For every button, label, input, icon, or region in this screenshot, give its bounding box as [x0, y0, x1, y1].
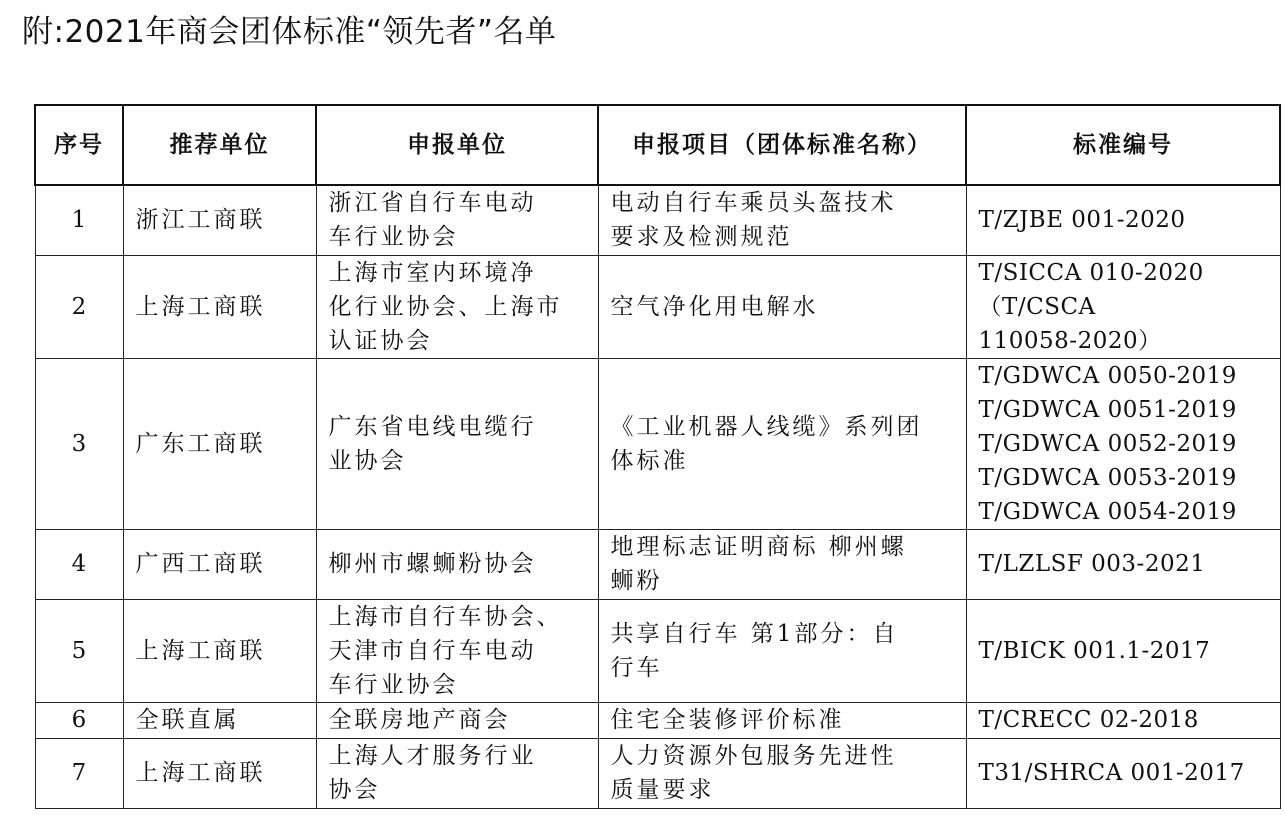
- cell-project: [598, 358, 966, 529]
- cell-line: 上海市室内环境净: [328, 259, 537, 286]
- cell-applicant: [316, 738, 598, 808]
- cell-applicant: [316, 255, 598, 358]
- cell-line: 全联房地产商会: [328, 707, 511, 733]
- cell-applicant: [316, 529, 598, 599]
- cell-line: T/SICCA 010-2020: [978, 259, 1204, 286]
- cell-no: 6: [35, 702, 123, 738]
- cell-code: [966, 738, 1280, 808]
- cell-line: 《工业机器人线缆》系列团: [610, 413, 923, 440]
- cell-line: 地理标志证明商标 柳州螺: [610, 534, 907, 560]
- cell-recommender: 上海工商联: [123, 599, 316, 702]
- cell-no: 1: [35, 185, 123, 255]
- cell-code: [966, 599, 1280, 702]
- table-row: [35, 255, 1280, 358]
- cell-line: 要求及检测规范: [610, 224, 793, 251]
- cell-line: 体标准: [610, 447, 689, 474]
- cell-code: [966, 255, 1280, 358]
- cell-line: 蛳粉: [610, 568, 663, 594]
- cell-line: 110058-2020）: [978, 327, 1162, 354]
- cell-project: [598, 185, 966, 255]
- cell-line: T/BICK 001.1-2017: [978, 637, 1211, 664]
- cell-line: 柳州市螺蛳粉协会: [328, 551, 537, 577]
- cell-recommender: 全联直属: [123, 702, 316, 738]
- cell-line: T/GDWCA 0052-2019: [978, 430, 1237, 457]
- table-row: [35, 358, 1280, 529]
- table-row: [35, 738, 1280, 808]
- cell-line: 化行业协会、上海市: [328, 293, 563, 320]
- cell-no: 7: [35, 738, 123, 808]
- cell-applicant: [316, 702, 598, 738]
- cell-code: [966, 702, 1280, 738]
- cell-line: T/LZLSF 003-2021: [978, 551, 1206, 577]
- header-applicant: 申报单位: [316, 105, 598, 185]
- cell-line: 行车: [610, 654, 663, 681]
- cell-no: 3: [35, 358, 123, 529]
- cell-line: T/GDWCA 0053-2019: [978, 464, 1237, 491]
- cell-no: 4: [35, 529, 123, 599]
- table-row: [35, 702, 1280, 738]
- cell-line: 共享自行车 第1部分：自: [610, 620, 899, 647]
- cell-no: 2: [35, 255, 123, 358]
- cell-applicant: [316, 185, 598, 255]
- cell-line: 空气净化用电解水: [610, 293, 819, 320]
- cell-line: T31/SHRCA 001-2017: [978, 760, 1245, 786]
- cell-project: [598, 529, 966, 599]
- cell-recommender: 广东工商联: [123, 358, 316, 529]
- cell-recommender: 广西工商联: [123, 529, 316, 599]
- cell-code: [966, 529, 1280, 599]
- cell-line: T/GDWCA 0051-2019: [978, 396, 1237, 423]
- table-header-row: [35, 105, 1280, 185]
- header-project: 申报项目（团体标准名称）: [598, 105, 966, 185]
- cell-line: 上海人才服务行业: [328, 743, 537, 769]
- cell-line: 质量要求: [610, 777, 715, 803]
- cell-project: [598, 599, 966, 702]
- cell-line: 上海市自行车协会、: [328, 603, 563, 630]
- cell-project: [598, 738, 966, 808]
- cell-code: [966, 358, 1280, 529]
- table-row: [35, 529, 1280, 599]
- cell-no: 5: [35, 599, 123, 702]
- cell-recommender: 上海工商联: [123, 738, 316, 808]
- cell-line: 人力资源外包服务先进性: [610, 743, 897, 769]
- cell-line: （T/CSCA: [978, 293, 1096, 320]
- cell-line: T/GDWCA 0050-2019: [978, 362, 1237, 389]
- cell-line: 业协会: [328, 447, 407, 474]
- table-row: [35, 185, 1280, 255]
- cell-line: 天津市自行车电动: [328, 637, 537, 664]
- header-recommender: 推荐单位: [123, 105, 316, 185]
- cell-line: 认证协会: [328, 327, 433, 354]
- cell-project: [598, 702, 966, 738]
- cell-line: T/CRECC 02-2018: [978, 707, 1199, 733]
- cell-line: T/GDWCA 0054-2019: [978, 498, 1237, 525]
- cell-line: 电动自行车乘员头盔技术: [610, 190, 897, 217]
- cell-project: [598, 255, 966, 358]
- header-no: 序号: [35, 105, 123, 185]
- cell-line: 住宅全装修评价标准: [610, 707, 845, 733]
- cell-recommender: 浙江工商联: [123, 185, 316, 255]
- cell-code: [966, 185, 1280, 255]
- cell-line: T/ZJBE 001-2020: [978, 207, 1186, 234]
- cell-line: 广东省电线电缆行: [328, 413, 537, 440]
- cell-line: 车行业协会: [328, 671, 459, 698]
- cell-line: 车行业协会: [328, 224, 459, 251]
- cell-applicant: [316, 599, 598, 702]
- table-row: [35, 599, 1280, 702]
- cell-line: 浙江省自行车电动: [328, 190, 537, 217]
- page-title: 附:2021年商会团体标准“领先者”名单: [22, 14, 557, 50]
- cell-line: 协会: [328, 777, 381, 803]
- cell-applicant: [316, 358, 598, 529]
- cell-recommender: 上海工商联: [123, 255, 316, 358]
- standards-table: [34, 104, 1281, 809]
- header-code: 标准编号: [966, 105, 1280, 185]
